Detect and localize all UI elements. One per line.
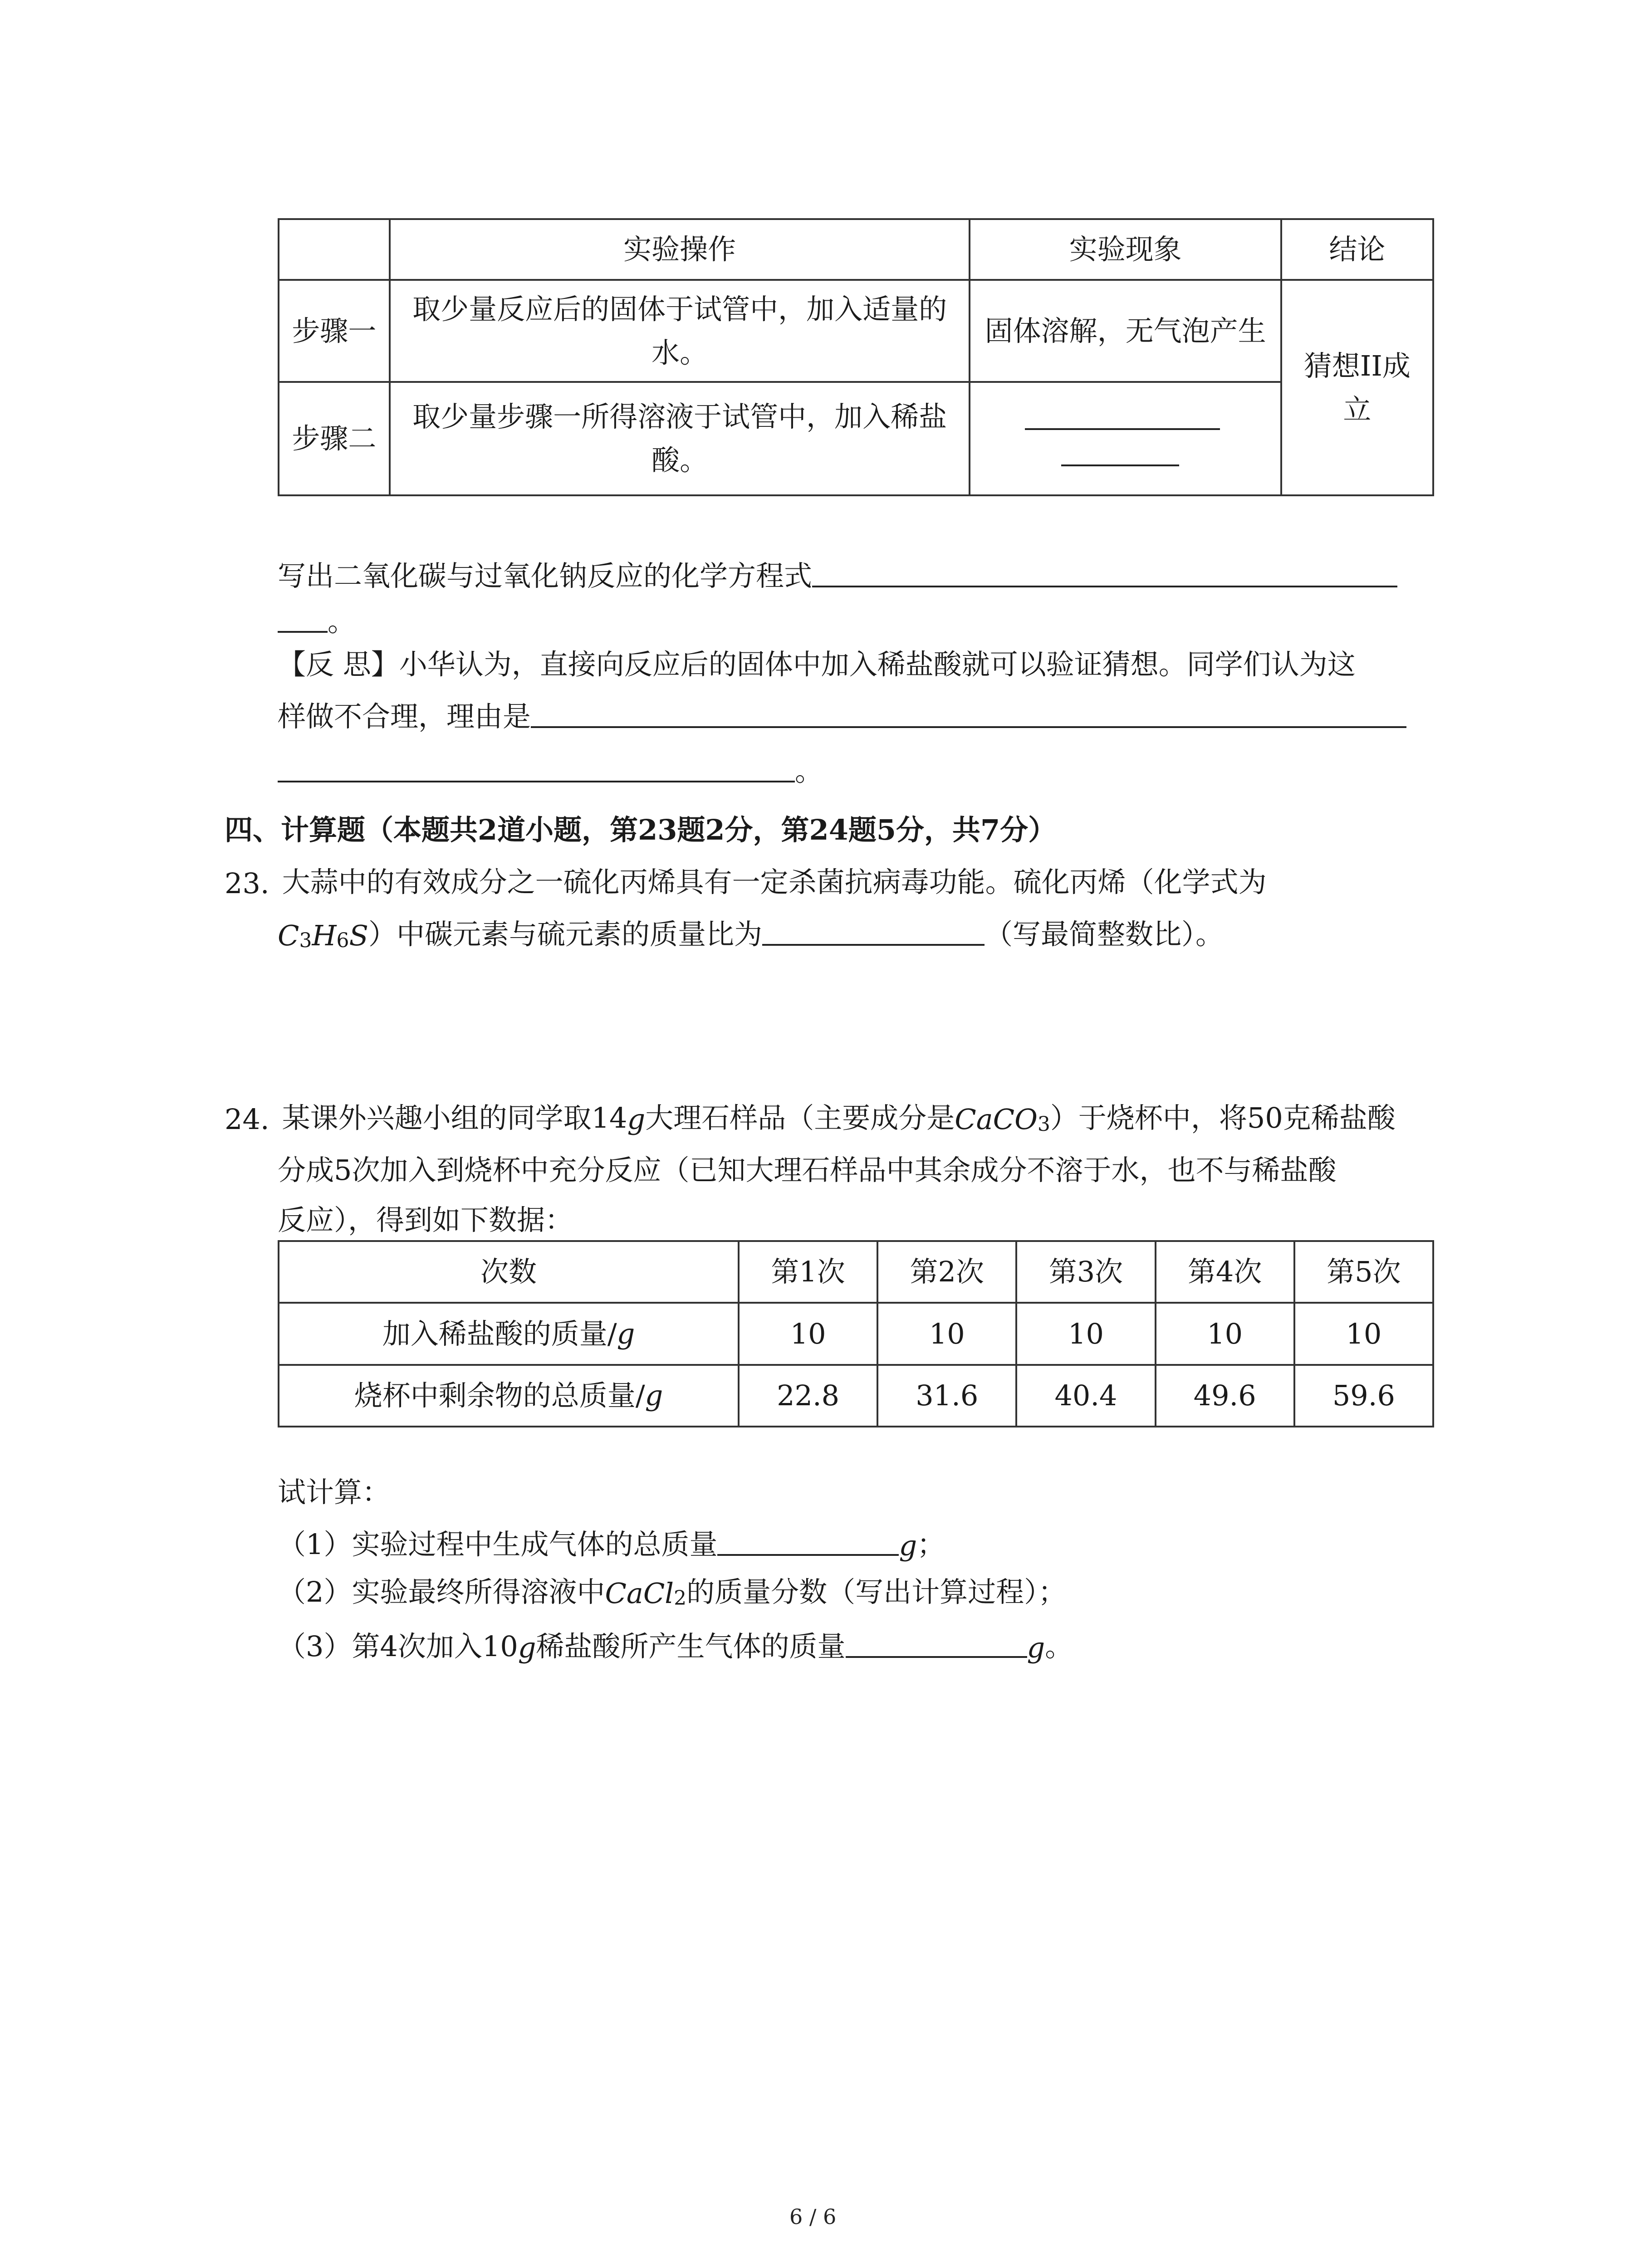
table-cell: 10 — [1156, 1303, 1294, 1365]
step-two-label: 步骤二 — [279, 382, 390, 495]
table-row — [279, 1365, 1433, 1427]
q24-line3: 反应），得到如下数据： — [278, 1203, 573, 1237]
table2-header: 第1次 — [739, 1241, 877, 1303]
calc-q3-end: 。 — [1045, 1630, 1073, 1663]
step-two-phenomenon-blank[interactable] — [970, 382, 1281, 495]
equation-line — [278, 553, 1397, 594]
reason-period: 。 — [795, 754, 823, 787]
q24-text-b: 大理石样品（主要成分是 — [645, 1101, 955, 1134]
calc-intro: 试计算： — [278, 1476, 391, 1509]
row-label-unit: g — [617, 1317, 635, 1350]
calc-q1 — [278, 1522, 945, 1562]
calc-q1-blank[interactable] — [717, 1554, 899, 1556]
equation-period: 。 — [328, 605, 356, 638]
table2-header: 第5次 — [1294, 1241, 1433, 1303]
data-table — [278, 1240, 1434, 1427]
formula-c: C — [278, 919, 299, 952]
calc-q1-end: ； — [917, 1528, 945, 1561]
calc-q3-text-b: 稀盐酸所产生气体的质量 — [536, 1630, 846, 1663]
q23-line1 — [225, 860, 1267, 900]
unit-g: g — [627, 1103, 646, 1136]
reflection-label: 【反 思】 — [278, 648, 399, 681]
page-number: 6 / 6 — [789, 2204, 837, 2229]
experiment-table — [278, 218, 1434, 496]
answer-line — [1025, 428, 1220, 430]
equation-prompt: 写出二氧化碳与过氧化钠反应的化学方程式 — [278, 559, 813, 592]
table-header-phenomenon: 实验现象 — [970, 219, 1281, 280]
reflection-line2 — [278, 694, 1406, 734]
calc-q2-text-b: 的质量分数（写出计算过程）； — [686, 1575, 1067, 1608]
table-row — [279, 1303, 1433, 1365]
table2-header: 次数 — [279, 1241, 739, 1303]
table2-header: 第4次 — [1156, 1241, 1294, 1303]
formula-cacl-sub: 2 — [674, 1587, 687, 1610]
table-cell: 22.8 — [739, 1365, 877, 1427]
table-cell: 10 — [1294, 1303, 1433, 1365]
calc-q3-blank[interactable] — [846, 1656, 1027, 1658]
q24-line2: 分成5次加入到烧杯中充分反应（已知大理石样品中其余成分不溶于水，也不与稀盐酸 — [278, 1154, 1337, 1187]
table-header-operation: 实验操作 — [390, 219, 970, 280]
table-cell: 49.6 — [1156, 1365, 1294, 1427]
q24-number: 24. — [225, 1103, 269, 1136]
reflection-line1 — [278, 642, 1356, 682]
formula-cacl: CaCl — [605, 1577, 674, 1610]
formula-caco-sub: 3 — [1037, 1113, 1050, 1136]
row-label-unit: g — [645, 1379, 663, 1412]
equation-blank[interactable] — [812, 586, 1397, 587]
formula-s: S — [349, 919, 369, 952]
table-cell: 10 — [1016, 1303, 1155, 1365]
reason-blank-2[interactable] — [278, 781, 795, 782]
table-header-empty — [279, 219, 390, 280]
table-cell: 31.6 — [877, 1365, 1016, 1427]
formula-h: H — [312, 919, 337, 952]
q23-text-2: ）中碳元素与硫元素的质量比为 — [368, 918, 763, 951]
formula-h-sub: 6 — [336, 929, 349, 952]
calc-q3-g: g — [518, 1631, 536, 1664]
calc-q2-text: （2）实验最终所得溶液中 — [278, 1575, 605, 1608]
calc-q3-unit: g — [1027, 1631, 1045, 1664]
q23-line2 — [278, 912, 1224, 952]
table-cell: 40.4 — [1016, 1365, 1155, 1427]
reflection-text-2: 样做不合理，理由是 — [278, 700, 531, 733]
q23-answer-blank[interactable] — [762, 944, 985, 946]
reason-blank[interactable] — [531, 726, 1406, 728]
conclusion-cell: 猜想II成立 — [1281, 280, 1433, 495]
calc-q2 — [278, 1569, 1066, 1610]
section-title: 四、计算题（本题共2道小题，第23题2分，第24题5分，共7分） — [225, 813, 1057, 846]
calc-q3 — [278, 1624, 1073, 1664]
formula-caco: CaCO — [955, 1103, 1038, 1136]
equation-line-2 — [278, 599, 356, 639]
row-label-text: 加入稀盐酸的质量/ — [382, 1317, 617, 1350]
table-cell: 10 — [877, 1303, 1016, 1365]
row-label — [279, 1303, 739, 1365]
table2-header: 第3次 — [1016, 1241, 1155, 1303]
table-cell: 59.6 — [1294, 1365, 1433, 1427]
equation-blank-2[interactable] — [278, 631, 328, 633]
reflection-text: 小华认为，直接向反应后的固体中加入稀盐酸就可以验证猜想。同学们认为这 — [399, 648, 1356, 681]
step-one-operation: 取少量反应后的固体于试管中，加入适量的水。 — [390, 280, 970, 382]
q23-tail: （写最简整数比）。 — [985, 918, 1224, 951]
calc-q3-text: （3）第4次加入10 — [278, 1630, 518, 1663]
q24-text-a: 某课外兴趣小组的同学取14 — [282, 1101, 627, 1134]
step-two-operation: 取少量步骤一所得溶液于试管中，加入稀盐酸。 — [390, 382, 970, 495]
table-cell: 10 — [739, 1303, 877, 1365]
q24-text-c: ）于烧杯中，将50克稀盐酸 — [1050, 1101, 1396, 1134]
table-header-conclusion: 结论 — [1281, 219, 1433, 280]
row-label — [279, 1365, 739, 1427]
calc-q1-text: （1）实验过程中生成气体的总质量 — [278, 1528, 718, 1561]
q23-text: 大蒜中的有效成分之一硫化丙烯具有一定杀菌抗病毒功能。硫化丙烯（化学式为 — [282, 865, 1267, 899]
step-one-phenomenon: 固体溶解，无气泡产生 — [970, 280, 1281, 382]
q23-number: 23. — [225, 867, 269, 900]
calc-q1-unit: g — [899, 1529, 917, 1562]
row-label-text: 烧杯中剩余物的总质量/ — [354, 1379, 645, 1412]
answer-line — [1061, 464, 1179, 466]
step-one-label: 步骤一 — [279, 280, 390, 382]
reflection-line3 — [278, 748, 823, 789]
q24-line1 — [225, 1095, 1396, 1136]
formula-c-sub: 3 — [299, 929, 312, 952]
table2-header: 第2次 — [877, 1241, 1016, 1303]
